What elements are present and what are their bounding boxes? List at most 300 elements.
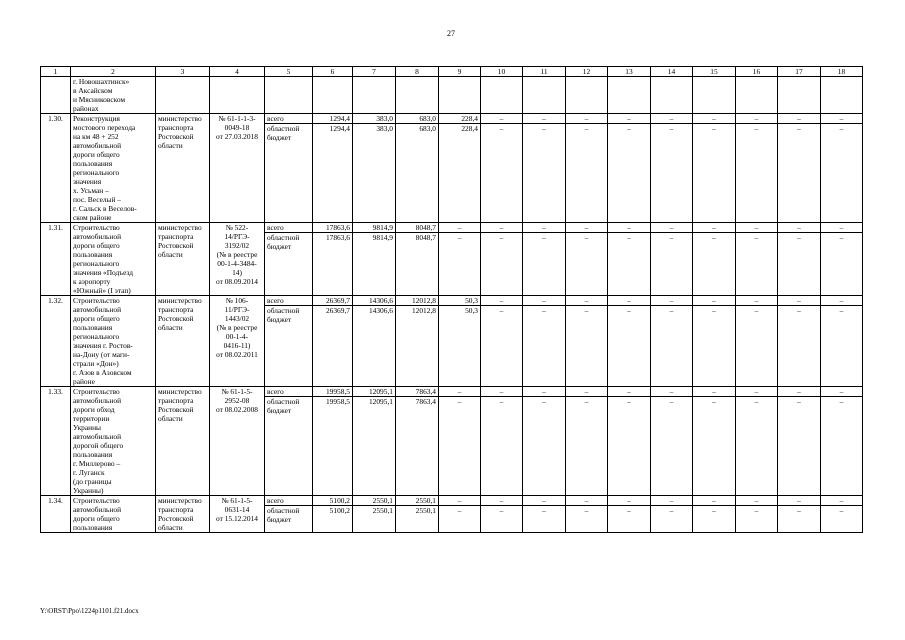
text-line: от 08.02.2008 (216, 405, 258, 414)
value-dash: – (566, 496, 608, 506)
value-dash: – (778, 397, 821, 496)
value-dash: – (736, 114, 778, 124)
value-dash: – (821, 124, 863, 223)
value-dash: – (523, 233, 566, 296)
value-dash: – (821, 296, 863, 306)
column-number: 2 (71, 67, 156, 77)
value-v8: 2550,1 (396, 496, 439, 506)
value-dash: – (778, 496, 821, 506)
value-dash: – (693, 306, 736, 387)
empty-cell (736, 77, 778, 114)
executor (156, 223, 210, 296)
value-dash: – (778, 296, 821, 306)
text-line: транспорта (158, 232, 194, 241)
empty-cell (353, 77, 396, 114)
value-dash: – (736, 306, 778, 387)
text-line: дороги общего (73, 150, 120, 159)
text-line: дорогой общего (73, 441, 124, 450)
text-line: Ростовской (158, 132, 194, 141)
value-dash: – (651, 506, 693, 533)
expertise-doc (210, 296, 265, 387)
funding-source: областной бюджет (265, 306, 313, 387)
value-dash: – (566, 306, 608, 387)
value-dash: – (481, 114, 523, 124)
column-number: 8 (396, 67, 439, 77)
text-line: в Аксайском (73, 86, 113, 95)
value-dash: – (651, 496, 693, 506)
value-dash: – (566, 387, 608, 397)
value-dash: – (608, 296, 651, 306)
continuation-row (41, 77, 863, 114)
text-line: № 522- (225, 223, 249, 232)
value-v8: 683,0 (396, 124, 439, 223)
text-line: транспорта (158, 305, 194, 314)
text-line: к аэропорту (73, 277, 111, 286)
empty-cell (693, 77, 736, 114)
page-number: 27 (447, 29, 455, 38)
value-dash: – (566, 506, 608, 533)
text-line: автомобильной (73, 305, 122, 314)
column-number: 3 (156, 67, 210, 77)
value-v8: 12012,8 (396, 296, 439, 306)
value-v7: 14306,6 (353, 296, 396, 306)
value-dash: – (481, 223, 523, 233)
value-v6: 19958,5 (313, 397, 353, 496)
text-line: на км 48 + 252 (73, 132, 119, 141)
text-line: автомобильной (73, 396, 122, 405)
value-v9: – (439, 506, 481, 533)
value-dash: – (608, 114, 651, 124)
text-line: дороги общего (73, 514, 120, 523)
text-line: пользования (73, 250, 113, 259)
text-line: территории (73, 414, 110, 423)
text-line: дороги обход (73, 405, 115, 414)
value-dash: – (821, 397, 863, 496)
value-dash: – (821, 387, 863, 397)
column-number: 1 (41, 67, 71, 77)
value-v8: 8048,7 (396, 223, 439, 233)
text-line: 00-1-4- (225, 332, 249, 341)
value-dash: – (523, 306, 566, 387)
executor (156, 296, 210, 387)
text-line: значения «Подъезд (73, 268, 134, 277)
program-row (41, 387, 863, 397)
value-dash: – (523, 496, 566, 506)
value-dash: – (608, 233, 651, 296)
value-dash: – (481, 397, 523, 496)
column-number: 16 (736, 67, 778, 77)
program-row (41, 496, 863, 506)
value-dash: – (608, 306, 651, 387)
value-dash: – (651, 296, 693, 306)
value-dash: – (693, 233, 736, 296)
value-dash: – (693, 296, 736, 306)
value-dash: – (821, 506, 863, 533)
text-line: от 08.02.2011 (216, 350, 258, 359)
column-number: 11 (523, 67, 566, 77)
value-v9: – (439, 496, 481, 506)
text-line: Реконструкция (73, 114, 120, 123)
text-line: г. Новошахтинск» (73, 77, 130, 86)
text-line: регионального (73, 259, 120, 268)
text-line: 1443/02 (224, 314, 250, 323)
value-v7: 2550,1 (353, 496, 396, 506)
value-dash: – (736, 387, 778, 397)
value-dash: – (693, 114, 736, 124)
value-v7: 2550,1 (353, 506, 396, 533)
empty-cell (396, 77, 439, 114)
table-body (41, 67, 863, 533)
text-line: министерство (158, 387, 202, 396)
empty-cell (210, 77, 265, 114)
value-dash: – (608, 223, 651, 233)
column-number: 6 (313, 67, 353, 77)
value-dash: – (481, 233, 523, 296)
text-line: пользования (73, 523, 113, 532)
column-number-row (41, 67, 863, 77)
text-line: 0049-18 (224, 123, 250, 132)
empty-cell (821, 77, 863, 114)
text-line: дороги общего (73, 241, 120, 250)
value-v9: – (439, 233, 481, 296)
text-line: Украины (73, 423, 102, 432)
value-dash: – (736, 506, 778, 533)
value-dash: – (608, 397, 651, 496)
expertise-doc (210, 496, 265, 533)
value-dash: – (651, 306, 693, 387)
value-dash: – (821, 114, 863, 124)
value-dash: – (608, 124, 651, 223)
text-line: регионального (73, 332, 120, 341)
text-line: г. Азов в Азовском (73, 368, 132, 377)
value-v6: 26369,7 (313, 296, 353, 306)
empty-cell (439, 77, 481, 114)
text-line: Ростовской (158, 514, 194, 523)
text-line: автомобильной (73, 141, 122, 150)
text-line: и Мясниковском (73, 95, 126, 104)
empty-cell (265, 77, 313, 114)
value-v9: 50,3 (439, 296, 481, 306)
value-v7: 383,0 (353, 124, 396, 223)
column-number: 17 (778, 67, 821, 77)
text-line: 14) (232, 268, 242, 277)
text-line: автомобильной (73, 505, 122, 514)
text-line: пользования (73, 159, 113, 168)
value-v7: 12095,1 (353, 397, 396, 496)
object-name (71, 296, 156, 387)
value-v6: 26369,7 (313, 306, 353, 387)
text-line: районах (73, 104, 99, 113)
text-line: 14/РГЭ- (224, 232, 250, 241)
program-row (41, 296, 863, 306)
text-line: от 15.12.2014 (216, 514, 258, 523)
text-line: 0631-14 (224, 505, 250, 514)
text-line: г. Сальск в Веселов- (73, 204, 137, 213)
value-v8: 2550,1 (396, 506, 439, 533)
value-dash: – (778, 124, 821, 223)
text-line: значения г. Ростов- (73, 341, 133, 350)
value-v7: 12095,1 (353, 387, 396, 397)
row-number: 1.31. (41, 223, 71, 296)
value-dash: – (608, 506, 651, 533)
object-name (71, 114, 156, 223)
value-v6: 5100,2 (313, 496, 353, 506)
text-line: области (158, 523, 183, 532)
text-line: № 61-1-5- (221, 387, 253, 396)
text-line: пос. Веселый – (73, 195, 122, 204)
text-line: министерство (158, 114, 202, 123)
text-line: ском районе (73, 213, 112, 222)
value-dash: – (651, 124, 693, 223)
value-dash: – (566, 114, 608, 124)
value-v6: 5100,2 (313, 506, 353, 533)
value-v8: 7863,4 (396, 397, 439, 496)
text-line: Строительство (73, 496, 120, 505)
value-dash: – (481, 124, 523, 223)
executor (156, 496, 210, 533)
value-dash: – (608, 496, 651, 506)
value-dash: – (651, 223, 693, 233)
text-line: г. Миллерово – (73, 459, 121, 468)
empty-cell (566, 77, 608, 114)
value-dash: – (523, 506, 566, 533)
value-v9: – (439, 397, 481, 496)
value-dash: – (481, 506, 523, 533)
value-dash: – (523, 223, 566, 233)
expertise-doc (210, 387, 265, 496)
column-number: 14 (651, 67, 693, 77)
text-line: пользования (73, 323, 113, 332)
column-number: 10 (481, 67, 523, 77)
program-row (41, 223, 863, 233)
empty-cell (156, 77, 210, 114)
text-line: г. Луганск (73, 468, 105, 477)
value-v9: 50,3 (439, 306, 481, 387)
value-dash: – (481, 296, 523, 306)
value-dash: – (693, 223, 736, 233)
value-v8: 683,0 (396, 114, 439, 124)
value-dash: – (778, 387, 821, 397)
value-dash: – (651, 233, 693, 296)
object-name (71, 387, 156, 496)
row-number-cell (41, 77, 71, 114)
text-line: на-Дону (от маги- (73, 350, 130, 359)
value-v9: – (439, 223, 481, 233)
value-dash: – (523, 114, 566, 124)
text-line: 0416-11) (223, 341, 251, 350)
value-v8: 8048,7 (396, 233, 439, 296)
column-number: 7 (353, 67, 396, 77)
value-v8: 7863,4 (396, 387, 439, 397)
value-v6: 1294,4 (313, 124, 353, 223)
value-dash: – (566, 223, 608, 233)
value-v7: 383,0 (353, 114, 396, 124)
funding-source: областной бюджет (265, 233, 313, 296)
value-v9: 228,4 (439, 124, 481, 223)
value-dash: – (778, 306, 821, 387)
text-line: регионального (73, 168, 120, 177)
text-line: Ростовской (158, 405, 194, 414)
object-name-cell (71, 77, 156, 114)
text-line: области (158, 323, 183, 332)
text-line: области (158, 141, 183, 150)
text-line: 2952-08 (224, 396, 250, 405)
value-dash: – (736, 397, 778, 496)
row-number: 1.30. (41, 114, 71, 223)
text-line: мостового перехода (73, 123, 136, 132)
text-line: № 61-1-5- (221, 496, 253, 505)
text-line: Строительство (73, 387, 120, 396)
column-number: 15 (693, 67, 736, 77)
value-v6: 17863,6 (313, 233, 353, 296)
text-line: 3192/02 (224, 241, 250, 250)
value-v6: 17863,6 (313, 223, 353, 233)
funding-source: всего (265, 223, 313, 233)
value-dash: – (693, 397, 736, 496)
text-line: Строительство (73, 223, 120, 232)
program-row (41, 114, 863, 124)
value-dash: – (523, 397, 566, 496)
funding-source: областной бюджет (265, 506, 313, 533)
value-dash: – (736, 496, 778, 506)
text-line: министерство (158, 296, 202, 305)
executor (156, 387, 210, 496)
funding-source: всего (265, 496, 313, 506)
value-dash: – (566, 233, 608, 296)
text-line: 00-1-4-3484- (217, 259, 257, 268)
text-line: районе (73, 377, 95, 386)
text-line: области (158, 250, 183, 259)
executor (156, 114, 210, 223)
value-dash: – (651, 114, 693, 124)
text-line: 11/РГЭ- (224, 305, 250, 314)
text-line: значения (73, 177, 102, 186)
column-number: 12 (566, 67, 608, 77)
value-dash: – (608, 387, 651, 397)
value-dash: – (566, 397, 608, 496)
program-table (40, 66, 863, 533)
expertise-doc (210, 223, 265, 296)
value-dash: – (736, 124, 778, 223)
value-dash: – (693, 387, 736, 397)
value-v9: 228,4 (439, 114, 481, 124)
text-line: Украины) (73, 486, 104, 495)
value-dash: – (523, 387, 566, 397)
funding-source: областной бюджет (265, 124, 313, 223)
text-line: (до границы (73, 477, 112, 486)
text-line: (№ в реестре (216, 250, 258, 259)
funding-source: всего (265, 114, 313, 124)
value-dash: – (736, 233, 778, 296)
value-dash: – (651, 397, 693, 496)
value-v8: 12012,8 (396, 306, 439, 387)
text-line: министерство (158, 496, 202, 505)
text-line: Ростовской (158, 314, 194, 323)
text-line: Ростовской (158, 241, 194, 250)
empty-cell (651, 77, 693, 114)
object-name (71, 496, 156, 533)
text-line: № 61-1-1-3- (218, 114, 256, 123)
value-dash: – (693, 124, 736, 223)
value-v7: 9814,9 (353, 233, 396, 296)
file-path-footer: Y:\ORST\Ppo\1224p1101.f21.docx (40, 607, 139, 615)
value-dash: – (778, 506, 821, 533)
text-line: пользования (73, 450, 113, 459)
value-dash: – (821, 233, 863, 296)
empty-cell (778, 77, 821, 114)
value-dash: – (821, 223, 863, 233)
value-v9: – (439, 387, 481, 397)
column-number: 4 (210, 67, 265, 77)
value-dash: – (778, 223, 821, 233)
text-line: дороги общего (73, 314, 120, 323)
funding-source: всего (265, 387, 313, 397)
value-dash: – (523, 296, 566, 306)
value-dash: – (651, 387, 693, 397)
value-dash: – (821, 496, 863, 506)
value-dash: – (481, 387, 523, 397)
value-dash: – (523, 124, 566, 223)
value-dash: – (481, 306, 523, 387)
value-v6: 19958,5 (313, 387, 353, 397)
text-line: транспорта (158, 123, 194, 132)
text-line: Строительство (73, 296, 120, 305)
value-dash: – (778, 233, 821, 296)
text-line: автомобильной (73, 432, 122, 441)
text-line: страли «Дон») (73, 359, 119, 368)
column-number: 9 (439, 67, 481, 77)
column-number: 13 (608, 67, 651, 77)
column-number: 5 (265, 67, 313, 77)
text-line: от 08.09.2014 (216, 277, 258, 286)
value-dash: – (481, 496, 523, 506)
empty-cell (481, 77, 523, 114)
text-line: х. Усьман – (73, 186, 109, 195)
funding-source: всего (265, 296, 313, 306)
row-number: 1.33. (41, 387, 71, 496)
value-dash: – (566, 296, 608, 306)
text-line: транспорта (158, 396, 194, 405)
value-dash: – (778, 114, 821, 124)
value-dash: – (693, 506, 736, 533)
text-line: (№ в реестре (216, 323, 258, 332)
text-line: области (158, 414, 183, 423)
text-line: от 27.03.2018 (216, 132, 258, 141)
object-name (71, 223, 156, 296)
value-dash: – (736, 223, 778, 233)
value-v7: 9814,9 (353, 223, 396, 233)
text-line: «Южный» (I этап) (73, 286, 131, 295)
value-dash: – (736, 296, 778, 306)
empty-cell (313, 77, 353, 114)
value-v7: 14306,6 (353, 306, 396, 387)
value-dash: – (693, 496, 736, 506)
text-line: транспорта (158, 505, 194, 514)
text-line: автомобильной (73, 232, 122, 241)
empty-cell (523, 77, 566, 114)
row-number: 1.34. (41, 496, 71, 533)
empty-cell (608, 77, 651, 114)
expertise-doc (210, 114, 265, 223)
value-v6: 1294,4 (313, 114, 353, 124)
funding-source: областной бюджет (265, 397, 313, 496)
text-line: № 106- (225, 296, 249, 305)
text-line: министерство (158, 223, 202, 232)
row-number: 1.32. (41, 296, 71, 387)
column-number: 18 (821, 67, 863, 77)
value-dash: – (821, 306, 863, 387)
value-dash: – (566, 124, 608, 223)
